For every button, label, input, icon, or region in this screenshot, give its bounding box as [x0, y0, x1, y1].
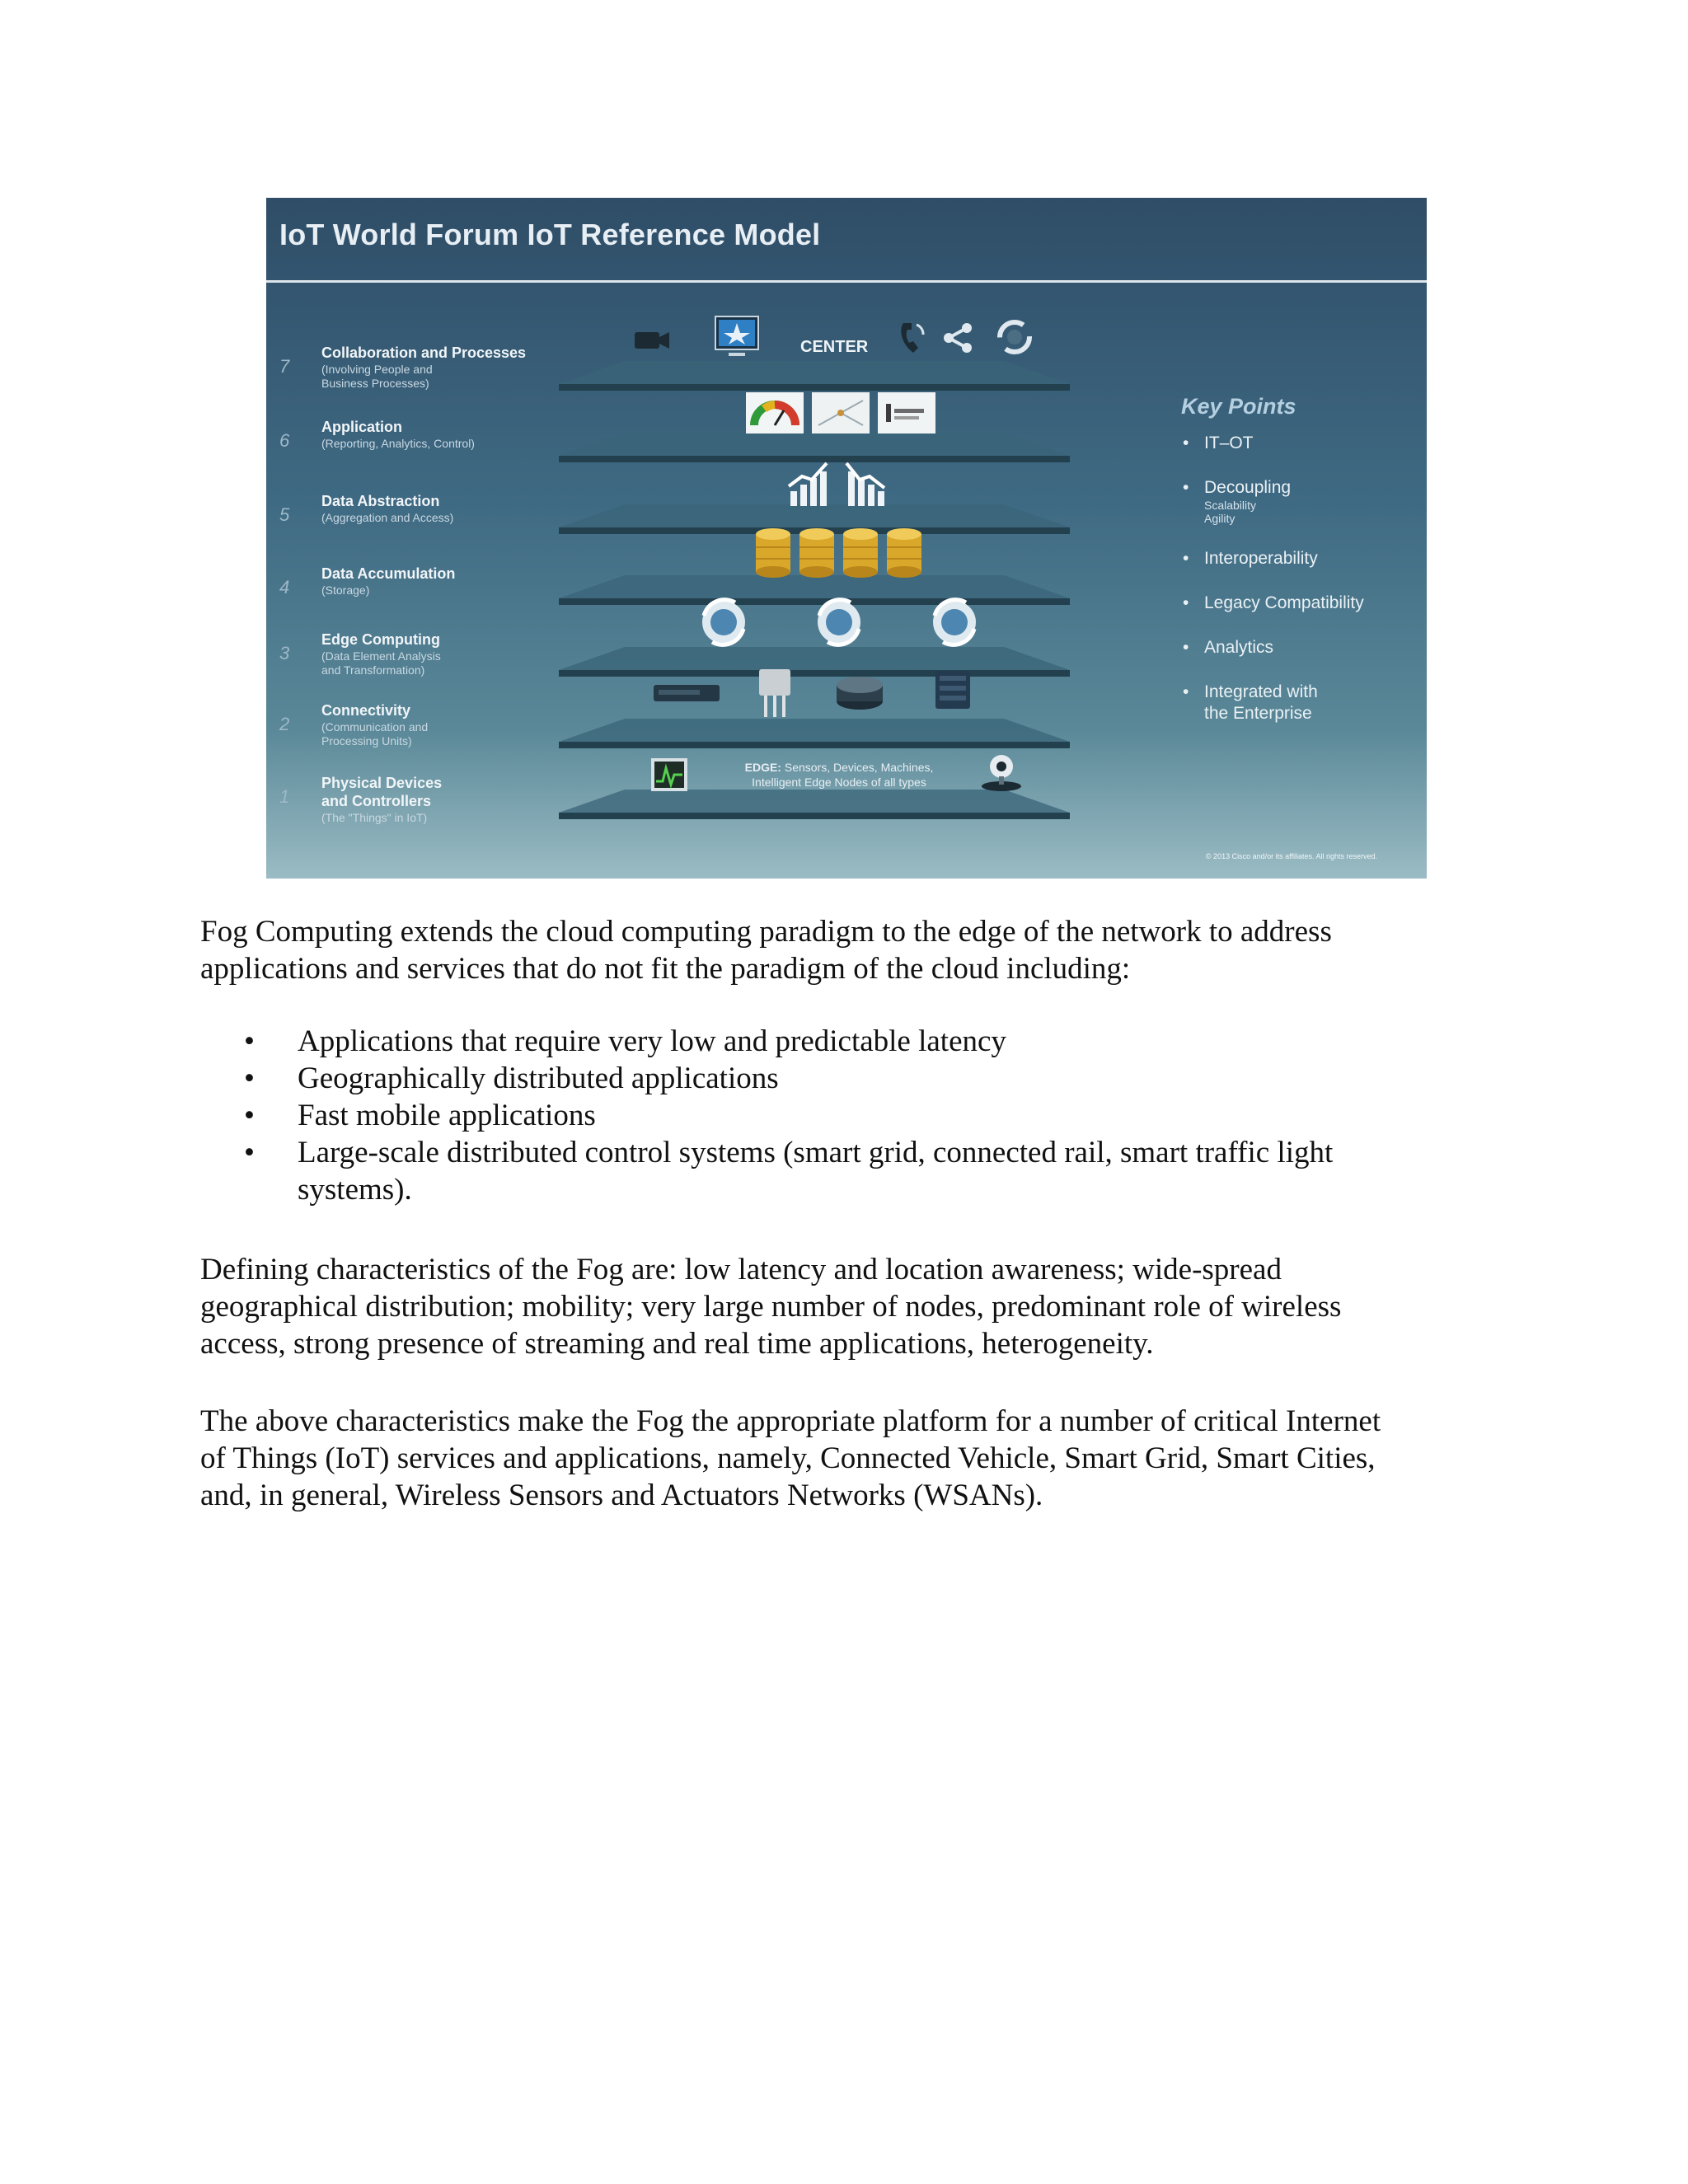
key-point-sub: Scalability: [1204, 499, 1257, 512]
applications-paragraph: [200, 1403, 1474, 1514]
list-item: • Applications that require very low and predictable latency: [200, 1023, 1474, 1060]
gateway-device-icon: [754, 666, 795, 720]
switch-icon: [652, 680, 721, 706]
flow-diagram-icon: [812, 392, 870, 434]
edge-label-line2: Intelligent Edge Nodes of all types: [752, 776, 926, 789]
gauge-icon: [746, 392, 804, 434]
figure-title: IoT World Forum IoT Reference Model: [279, 218, 821, 251]
layer-2-desc-line1: (Communication and: [321, 720, 429, 733]
above-line-1: The above characteristics make the Fog the appropriate platform for a number of critical Internet: [200, 1404, 1381, 1438]
layer-6-name: Application: [321, 419, 402, 435]
layer-1-name: Physical Devices: [321, 775, 443, 791]
layer-7-number: 7: [279, 356, 290, 377]
bar-chart-down-icon: [843, 458, 889, 508]
layer-3-number: 3: [279, 643, 290, 663]
list-item: • Large-scale distributed control systems (smart grid, connected rail, smart traffic light: [200, 1134, 1474, 1171]
center-label: CENTER: [800, 338, 869, 356]
key-point-item: [1181, 477, 1420, 525]
above-line-2: of Things (IoT) services and applications, namely, Connected Vehicle, Smart Grid, Smart Cities,: [200, 1441, 1376, 1475]
layer-7-name: Collaboration and Processes: [321, 344, 527, 361]
list-item: • Fast mobile applications: [200, 1097, 1474, 1134]
layer-3-desc-line1: (Data Element Analysis: [321, 649, 441, 663]
layer-7-desc-line1: (Involving People and: [321, 363, 433, 376]
edge-label-line1: Sensors, Devices, Machines,: [781, 761, 934, 774]
key-point-label: IT–OT: [1204, 434, 1254, 452]
key-points-panel: [1181, 394, 1420, 748]
monitor-icon: [714, 315, 760, 359]
key-point-item: [1181, 433, 1420, 454]
layer-4-number: 4: [279, 577, 290, 598]
key-point-sub: Agility: [1204, 512, 1236, 525]
layer-7-shelf: [559, 361, 1070, 396]
layer-3-desc-line2: and Transformation): [321, 663, 425, 677]
fog-use-cases-list: [200, 1023, 1474, 1208]
layer-7-desc-line2: Business Processes): [321, 377, 429, 390]
router-icon: [835, 672, 884, 713]
key-point-label: Legacy Compatibility: [1204, 593, 1364, 612]
key-point-label-line2: the Enterprise: [1204, 704, 1312, 723]
key-points-title: Key Points: [1181, 394, 1296, 419]
title-divider: [266, 280, 1427, 283]
key-point-label: Analytics: [1204, 638, 1274, 657]
key-points-list: [1181, 433, 1420, 724]
key-point-label: • Integrated with: [1204, 682, 1318, 701]
edge-label: [715, 760, 963, 790]
layer-4-desc-line1: (Storage): [321, 583, 370, 597]
layer-6-number: 6: [279, 430, 290, 451]
key-point-item: [1181, 548, 1420, 569]
database-icon: [796, 527, 837, 579]
layer-6-description: [321, 437, 569, 451]
globe-sync-icon: [814, 598, 864, 647]
layer-2-number: 2: [279, 714, 290, 734]
list-item: • Geographically distributed applications: [200, 1060, 1474, 1097]
layer-2-description: [321, 720, 569, 748]
database-icon: [840, 527, 881, 579]
key-point-label: Decoupling: [1204, 478, 1292, 497]
key-point-label: Interoperability: [1204, 549, 1318, 568]
layer-5-description: [321, 511, 569, 525]
layer-1-description: [321, 811, 569, 825]
intro-line-1: Fog Computing extends the cloud computing paradigm to the edge of the network to address: [200, 915, 1332, 949]
report-icon: [878, 392, 935, 434]
list-item-continuation: systems).: [298, 1173, 412, 1207]
copyright-notice: © 2013 Cisco and/or its affiliates. All rights reserved.: [1205, 852, 1377, 860]
iot-reference-model-figure: [266, 198, 1427, 879]
video-camera-icon: [633, 326, 671, 355]
key-point-item: [1181, 593, 1420, 614]
phone-icon: [897, 320, 926, 356]
intro-paragraph: [200, 913, 1474, 987]
layer-2-desc-line2: Processing Units): [321, 734, 412, 748]
layer-5-desc-line1: (Aggregation and Access): [321, 511, 454, 524]
defining-line-3: access, strong presence of streaming and real time applications, heterogeneity.: [200, 1327, 1154, 1361]
layer-1-number: 1: [279, 786, 290, 807]
sync-icon: [996, 318, 1034, 356]
intro-line-2: applications and services that do not fit the paradigm of the cloud including:: [200, 952, 1131, 986]
layer-5-number: 5: [279, 504, 290, 525]
above-line-3: and, in general, Wireless Sensors and Actuators Networks (WSANs).: [200, 1479, 1043, 1512]
layer-4-name: Data Accumulation: [321, 565, 456, 582]
globe-sync-icon: [699, 598, 748, 647]
webcam-icon: [977, 752, 1026, 793]
layer-3-name: Edge Computing: [321, 631, 440, 648]
bar-chart-up-icon: [785, 458, 832, 508]
layer-1-desc-line1: (The "Things" in IoT): [321, 811, 428, 824]
sensor-monitor-icon: [649, 757, 689, 793]
globe-sync-icon: [930, 598, 979, 647]
layer-3-shelf: [559, 647, 1070, 682]
share-icon: [942, 321, 975, 354]
layer-4-description: [321, 583, 569, 598]
defining-line-2: geographical distribution; mobility; very large number of nodes, predominant role of wireless: [200, 1290, 1342, 1324]
layer-3-description: [321, 649, 569, 677]
edge-label-bold: EDGE:: [744, 761, 781, 774]
database-icon: [884, 527, 925, 579]
database-icon: [753, 527, 794, 579]
layer-2-shelf: [559, 719, 1070, 753]
layer-6-desc-line1: (Reporting, Analytics, Control): [321, 437, 475, 450]
layer-1-shelf: [559, 790, 1070, 824]
layer-7-description: [321, 363, 569, 391]
key-point-item: [1181, 682, 1420, 724]
layer-5-name: Data Abstraction: [321, 493, 440, 509]
server-icon: [932, 668, 973, 712]
key-point-item: [1181, 637, 1420, 658]
defining-characteristics-paragraph: [200, 1251, 1474, 1362]
layer-1-name-line2: and Controllers: [321, 793, 432, 809]
layer-2-name: Connectivity: [321, 702, 411, 719]
defining-line-1: Defining characteristics of the Fog are: low latency and location awareness; wide-spread: [200, 1253, 1282, 1286]
